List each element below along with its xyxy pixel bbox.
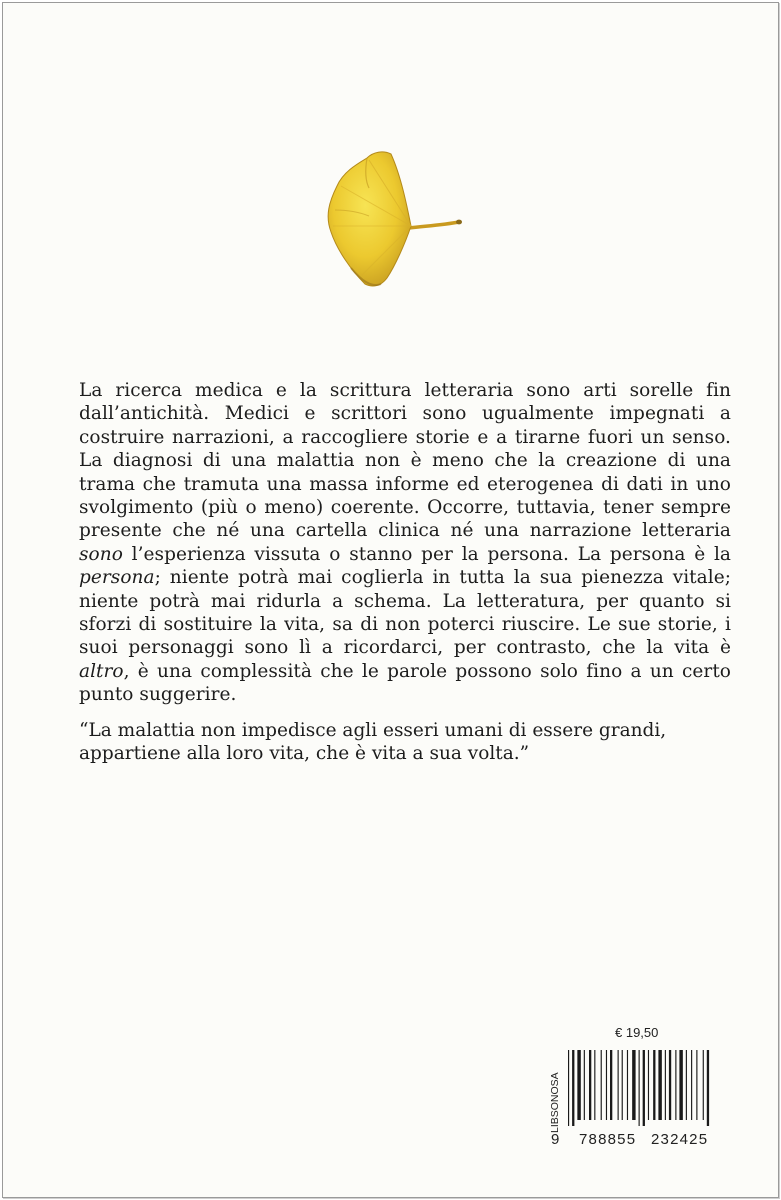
quote-paragraph: “La malattia non impedisce agli esseri umani di essere grandi, appartiene alla loro vita, che è vita a sua volta.” (79, 720, 667, 765)
barcode-bar (679, 1050, 682, 1120)
isbn-left-group: 788855 (579, 1131, 637, 1148)
blurb-emphasis-altro: altro (79, 660, 124, 682)
barcode-bar (686, 1050, 687, 1120)
book-back-cover (2, 2, 779, 1198)
barcode-bar (589, 1050, 591, 1120)
barcode-bar (639, 1050, 640, 1126)
barcode-bar (577, 1050, 580, 1120)
barcode-bar (601, 1050, 602, 1120)
blurb-text-4: , è una complessità che le parole possono solo fino a un certo punto suggerire. (79, 660, 731, 706)
barcode-bar (594, 1050, 595, 1120)
barcode-bar (627, 1050, 628, 1120)
barcode-bar (669, 1050, 671, 1120)
barcode-bar (643, 1050, 645, 1126)
barcode-bar (648, 1050, 649, 1120)
barcode-bar (665, 1050, 666, 1120)
barcode-bar (691, 1050, 692, 1120)
price-label: € 19,50 (615, 1025, 659, 1040)
blurb-emphasis-persona: persona (79, 567, 155, 589)
barcode-bar (675, 1050, 676, 1120)
barcode-bar (584, 1050, 585, 1120)
barcode-bar (618, 1050, 619, 1120)
barcode-bar (568, 1050, 569, 1126)
barcode-bar (622, 1050, 623, 1120)
barcode-bar (707, 1050, 709, 1126)
blurb-text-3: ; niente potrà mai coglierla in tutta la sua pienezza vitale; niente potrà mai ridurla a schema. La letteratura, per quanto si sforzi di sostituire la vita, sa di non poterci riuscire. Le sue storie, i suoi personaggi sono lì a ricordarci, per contrasto, che la vita è (79, 567, 731, 659)
barcode-bar (653, 1050, 655, 1120)
publisher-name: LIBSONOSA (549, 1072, 561, 1133)
isbn-barcode (566, 1050, 726, 1126)
isbn-first-digit: 9 (551, 1131, 560, 1148)
blurb-text-1: La ricerca medica e la scrittura letteraria sono arti sorelle fin dall’antichità. Medici e scrittori sono ugualmente impegnati a costruire narrazioni, a raccogliere storie e a tirarne fuori un senso. La diagnosi di una malattia non è meno che la creazione di una trama che tramuta una massa informe ed eterogenea di dati in uno svolgimento (più o meno) coerente. Occorre, tuttavia, tener sempre presente che né una cartella clinica né una narrazione letteraria (79, 380, 731, 542)
blurb-paragraph (79, 379, 731, 707)
isbn-right-group: 232425 (651, 1131, 709, 1148)
barcode-bar (606, 1050, 607, 1120)
barcode-bar (658, 1050, 661, 1120)
barcode-bar (572, 1050, 574, 1126)
barcode-bar (696, 1050, 697, 1120)
barcode-bar (703, 1050, 704, 1120)
blurb-text-2: l’esperienza vissuta o stanno per la persona. La persona è la (122, 543, 731, 565)
barcode-bar (610, 1050, 612, 1120)
blurb-emphasis-sono: sono (79, 543, 123, 565)
barcode-bar (632, 1050, 635, 1120)
ginkgo-leaf-illustration (321, 146, 466, 291)
